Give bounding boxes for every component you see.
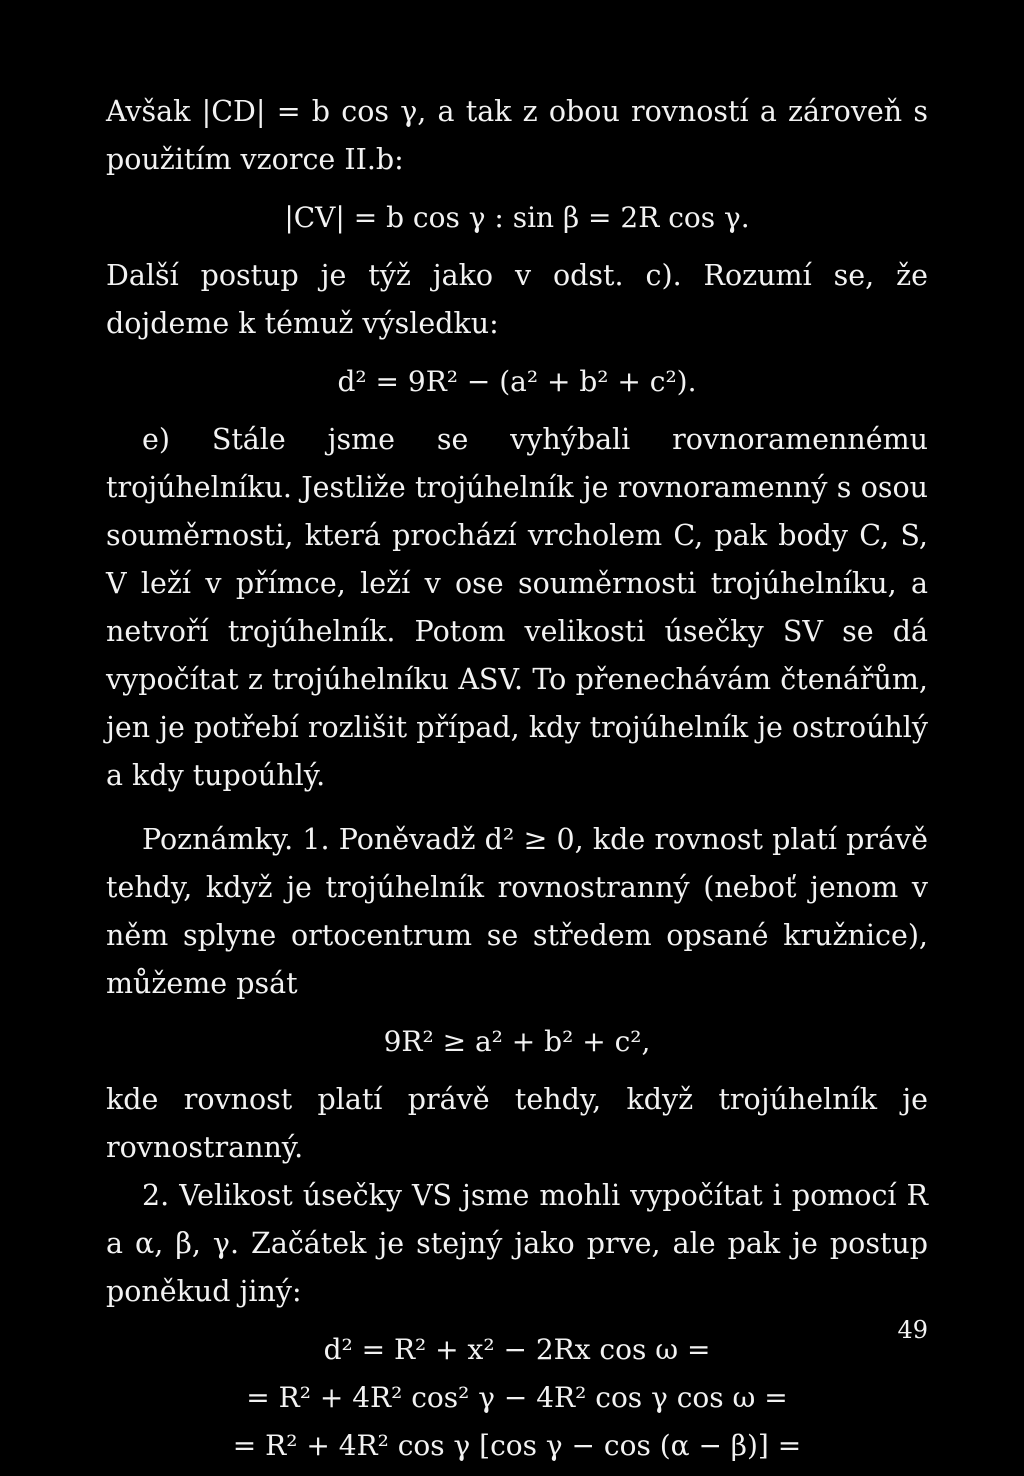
page-text-block: [106, 88, 928, 1462]
paragraph-equality: kde rovnost platí právě tehdy, když trojúhelník je rovnostranný.: [106, 1083, 928, 1164]
paragraph-1: Avšak |CD| = b cos γ, a tak z obou rovností a zároveň s použitím vzorce II.b:: [106, 95, 928, 176]
page-number: 49: [897, 1316, 928, 1344]
equation-cv: |CV| = b cos γ : sin β = 2R cos γ.: [284, 201, 750, 234]
equation-d-expansion-3: = R² + 4R² cos γ [cos γ − cos (α − β)] =: [232, 1429, 802, 1462]
equation-d-squared: d² = 9R² − (a² + b² + c²).: [337, 365, 697, 398]
paragraph-note-2: 2. Velikost úsečky VS jsme mohli vypočítat i pomocí R a α, β, γ. Začátek je stejný jako prve, ale pak je postup poněkud jiný:: [106, 1179, 928, 1308]
paragraph-notes: Poznámky. 1. Poněvadž d² ≥ 0, kde rovnost platí právě tehdy, když je trojúhelník rovnostranný (neboť jenom v něm splyne ortocentrum se středem opsané kružnice), můžeme psát: [106, 823, 928, 1000]
paragraph-2: Další postup je týž jako v odst. c). Rozumí se, že dojdeme k témuž výsledku:: [106, 259, 928, 340]
equation-d-expansion-2: = R² + 4R² cos² γ − 4R² cos γ cos ω =: [246, 1381, 788, 1414]
paragraph-e: e) Stále jsme se vyhýbali rovnoramennému trojúhelníku. Jestliže trojúhelník je rovnoramenný s osou souměrnosti, která prochází vrcholem C, pak body C, S, V leží v přímce, leží v ose souměrnosti trojúhelníku, a netvoří trojúhelník. Potom velikosti úsečky SV se dá vypočítat z trojúhelníku ASV. To přenechávám čtenářům, jen je potřebí rozlišit případ, kdy trojúhelník je ostroúhlý a kdy tupoúhlý.: [106, 423, 928, 792]
equation-inequality: 9R² ≥ a² + b² + c²,: [383, 1025, 651, 1058]
equation-d-expansion-1: d² = R² + x² − 2Rx cos ω =: [323, 1333, 711, 1366]
